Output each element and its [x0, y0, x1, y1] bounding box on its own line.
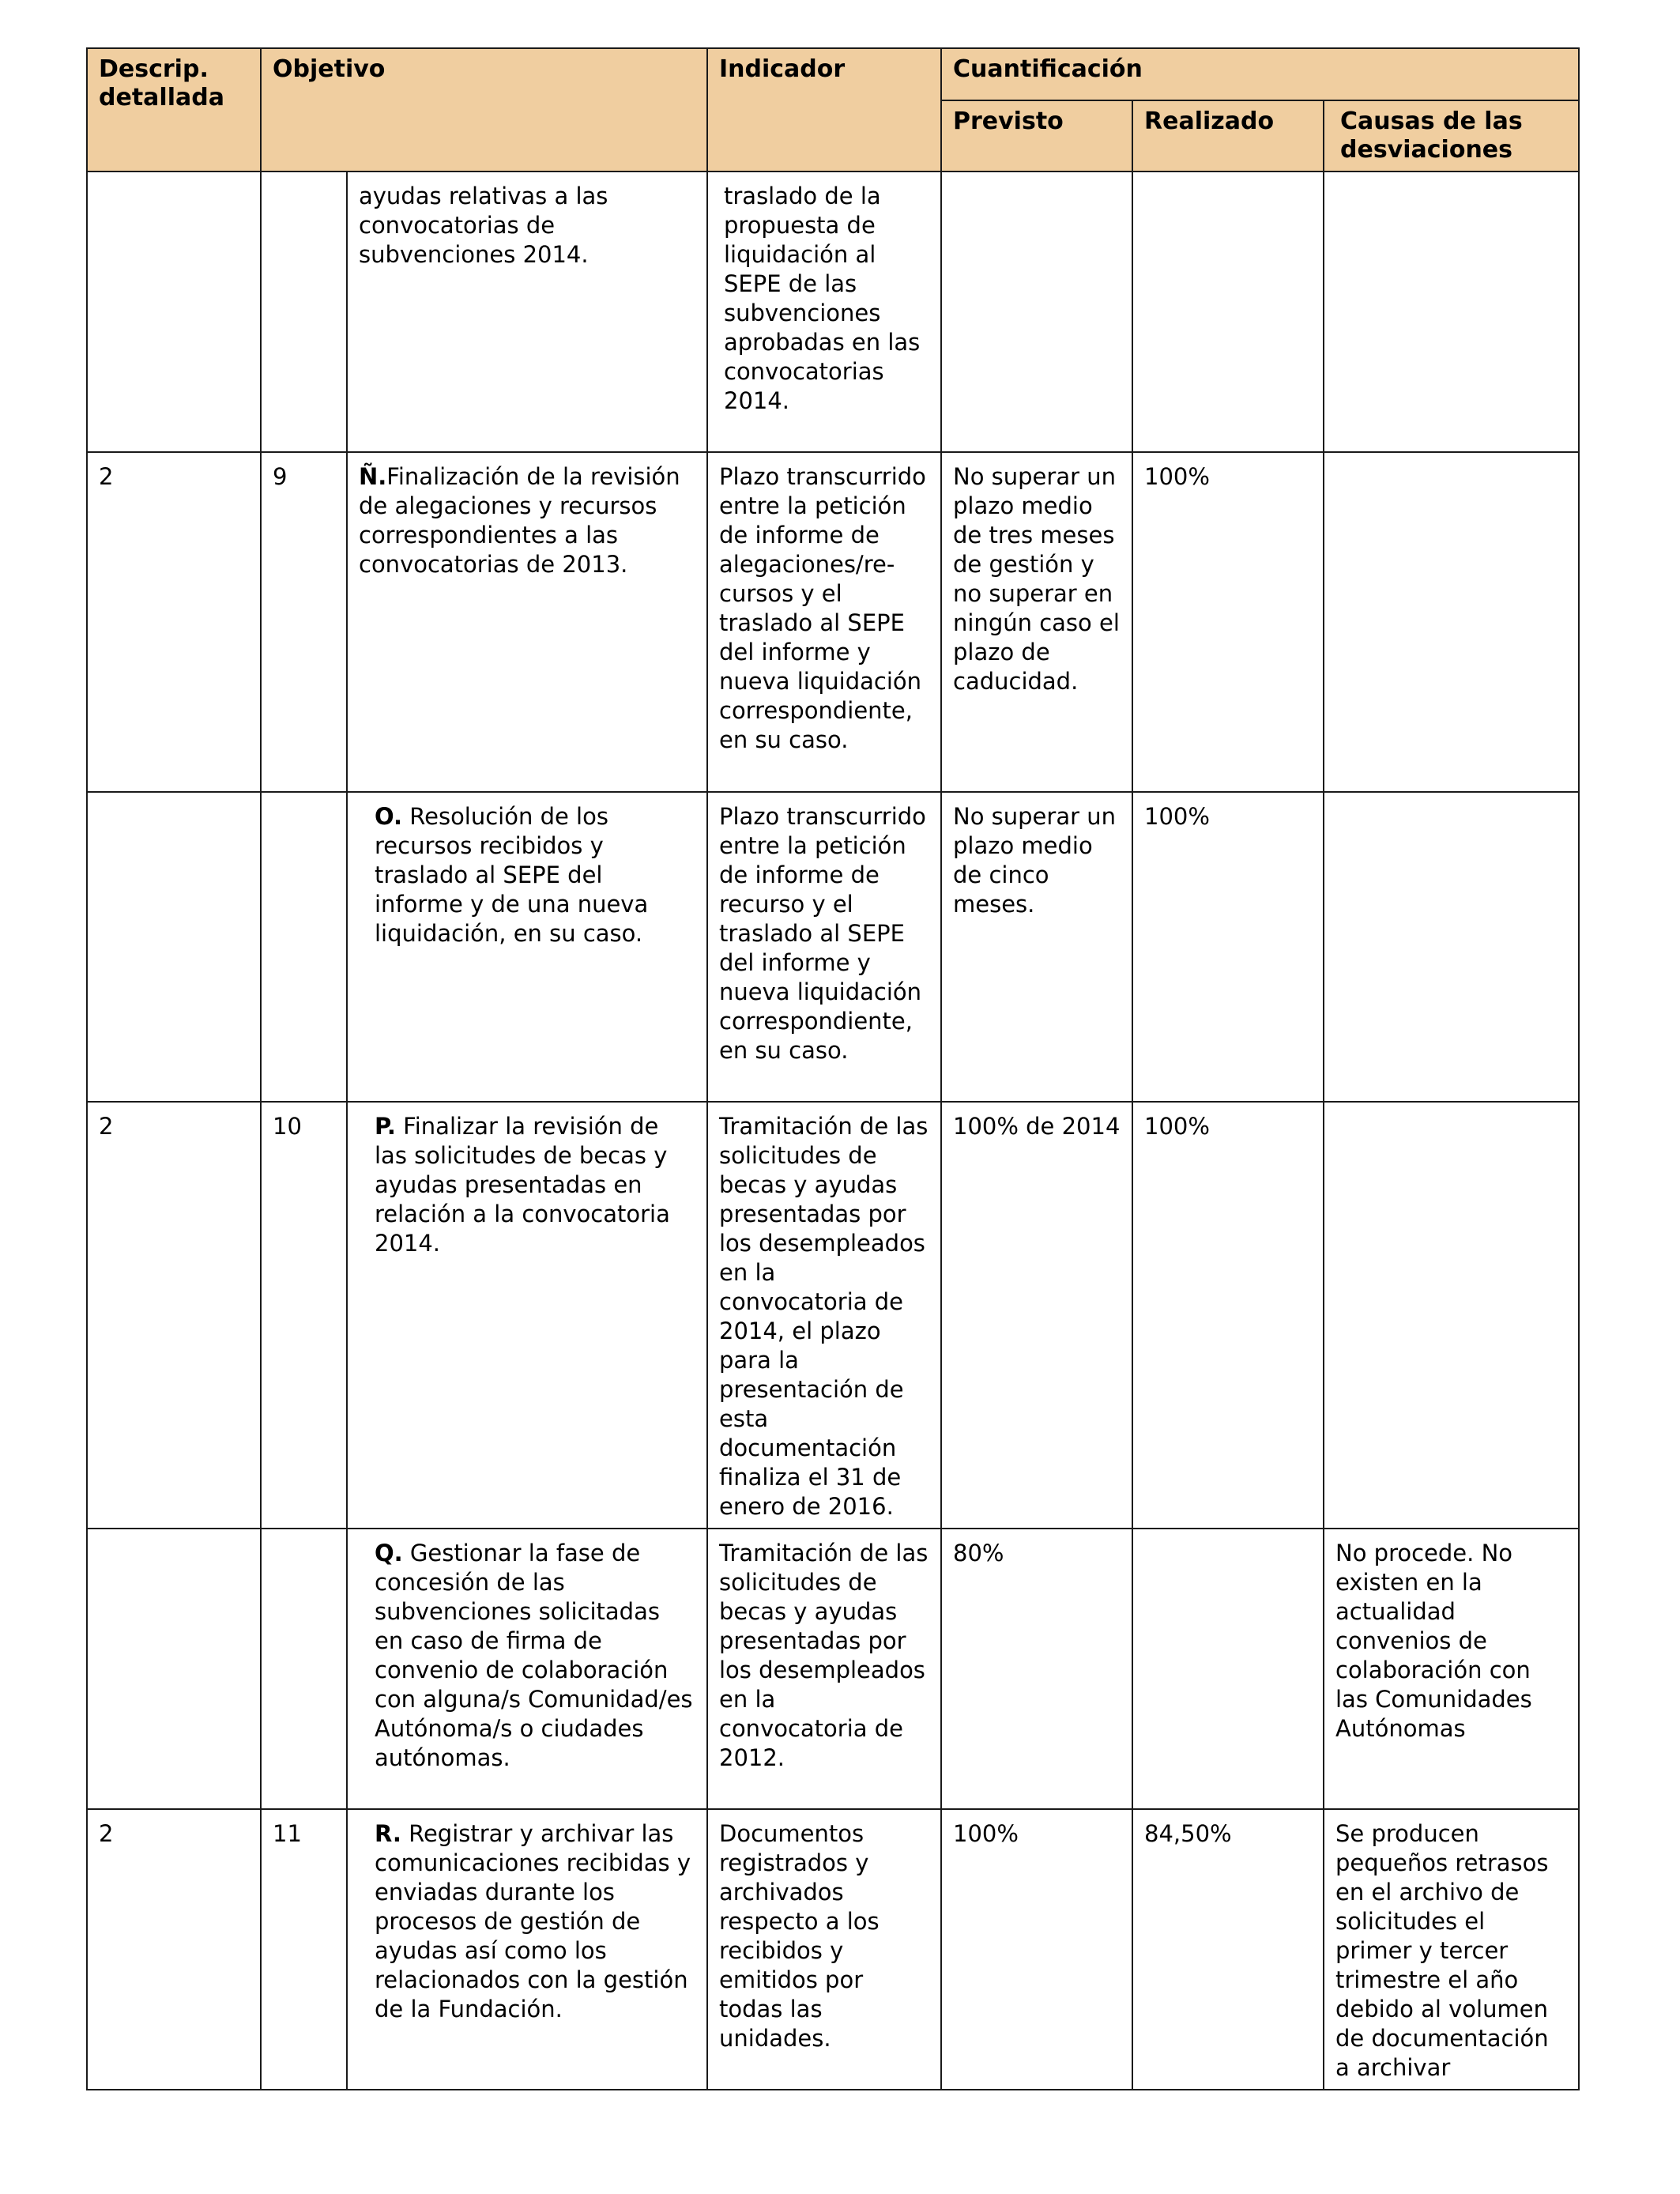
objetivo-cell — [347, 1529, 707, 1809]
previsto-cell: No superar un plazo medio de cinco meses. — [941, 792, 1132, 1102]
header-indicador: Indicador — [707, 48, 941, 172]
table-row — [87, 1809, 1579, 2090]
objetivo-letter: O. — [375, 803, 403, 830]
table-row — [87, 792, 1579, 1102]
indicador-cell: Documentos registrados y archivados respecto a los recibidos y emitidos por todas las unidades. — [707, 1809, 941, 2090]
descrip-cell: 2 — [87, 1809, 261, 2090]
header-objetivo: Objetivo — [261, 48, 707, 172]
realizado-cell — [1132, 1529, 1324, 1809]
descrip-cell: 2 — [87, 452, 261, 792]
objetivo-cell — [347, 1809, 707, 2090]
causas-cell — [1324, 452, 1579, 792]
realizado-cell: 100% — [1132, 792, 1324, 1102]
objetivo-text: Registrar y archivar las comunicaciones recibidas y enviadas durante los procesos de gestión de ayudas así como los relacionados con la gestión de la Fundación. — [375, 1820, 691, 2022]
objetivo-text: Resolución de los recursos recibidos y traslado al SEPE del informe y de una nueva liquidación, en su caso. — [375, 803, 649, 947]
previsto-cell — [941, 172, 1132, 452]
objetivo-cell — [347, 172, 707, 452]
objetivo-cell — [347, 792, 707, 1102]
header-cuantificacion: Cuantificación — [941, 48, 1579, 100]
header-causas: Causas de las desviaciones — [1324, 100, 1579, 172]
indicador-cell: traslado de la propuesta de liquidación al SEPE de las subvenciones aprobadas en las convocatorias 2014. — [707, 172, 941, 452]
num-cell: 11 — [261, 1809, 347, 2090]
previsto-cell: 80% — [941, 1529, 1132, 1809]
objetivo-text: Gestionar la fase de concesión de las subvenciones solicitadas en caso de firma de convenio de colaboración con alguna/s Comunidad/es Autónoma/s o ciudades autónomas. — [375, 1540, 693, 1771]
table-row — [87, 1102, 1579, 1529]
previsto-cell: No superar un plazo medio de tres meses de gestión y no superar en ningún caso el plazo de caducidad. — [941, 452, 1132, 792]
objetivo-text: ayudas relativas a las convocatorias de subvenciones 2014. — [359, 183, 608, 268]
previsto-cell: 100% — [941, 1809, 1132, 2090]
num-cell — [261, 172, 347, 452]
causas-cell — [1324, 172, 1579, 452]
descrip-cell — [87, 792, 261, 1102]
objetivo-text: Finalizar la revisión de las solicitudes de becas y ayudas presentadas en relación a la convocatoria 2014. — [375, 1113, 670, 1257]
header-descrip: Descrip. detallada — [87, 48, 261, 172]
header-previsto: Previsto — [941, 100, 1132, 172]
num-cell — [261, 1529, 347, 1809]
objetivo-letter: P. — [375, 1113, 396, 1140]
causas-cell — [1324, 1102, 1579, 1529]
causas-cell: Se producen pequeños retrasos en el archivo de solicitudes el primer y tercer trimestre el año debido al volumen de documentación a archivar — [1324, 1809, 1579, 2090]
causas-cell: No procede. No existen en la actualidad convenios de colaboración con las Comunidades Autónomas — [1324, 1529, 1579, 1809]
indicador-cell: Tramitación de las solicitudes de becas y ayudas presentadas por los desempleados en la convocatoria de 2014, el plazo para la presentación de esta documentación finaliza el 31 de enero de 2016. — [707, 1102, 941, 1529]
num-cell: 9 — [261, 452, 347, 792]
indicador-cell: Plazo transcurrido entre la petición de informe de alegaciones/re-cursos y el traslado al SEPE del informe y nueva liquidación correspondiente, en su caso. — [707, 452, 941, 792]
objetivo-letter: R. — [375, 1820, 401, 1847]
objetivo-letter: Ñ. — [359, 463, 387, 490]
previsto-cell: 100% de 2014 — [941, 1102, 1132, 1529]
indicador-cell: Tramitación de las solicitudes de becas y ayudas presentadas por los desempleados en la convocatoria de 2012. — [707, 1529, 941, 1809]
descrip-cell — [87, 1529, 261, 1809]
realizado-cell — [1132, 172, 1324, 452]
causas-cell — [1324, 792, 1579, 1102]
objetivo-cell — [347, 1102, 707, 1529]
table-row — [87, 172, 1579, 452]
num-cell: 10 — [261, 1102, 347, 1529]
descrip-cell — [87, 172, 261, 452]
objetivo-cell — [347, 452, 707, 792]
descrip-cell: 2 — [87, 1102, 261, 1529]
num-cell — [261, 792, 347, 1102]
objetivo-text: Finalización de la revisión de alegaciones y recursos correspondientes a las convocatorias de 2013. — [359, 463, 680, 578]
table-row — [87, 1529, 1579, 1809]
header-realizado: Realizado — [1132, 100, 1324, 172]
realizado-cell: 100% — [1132, 452, 1324, 792]
objectives-table — [86, 47, 1580, 2090]
table-row — [87, 452, 1579, 792]
indicador-cell: Plazo transcurrido entre la petición de informe de recurso y el traslado al SEPE del informe y nueva liquidación correspondiente, en su caso. — [707, 792, 941, 1102]
objetivo-letter: Q. — [375, 1540, 403, 1566]
realizado-cell: 84,50% — [1132, 1809, 1324, 2090]
realizado-cell: 100% — [1132, 1102, 1324, 1529]
